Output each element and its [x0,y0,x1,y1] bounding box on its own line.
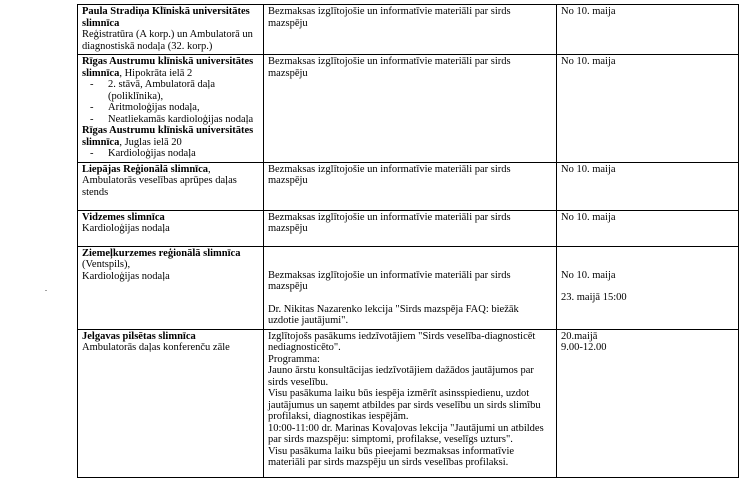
facility-name: Rīgas Austrumu klīniskā universitātes slimnīca [82,56,254,79]
activity-text: Visu pasākuma laiku būs iespēja izmērīt asinsspiedienu, uzdot jautājumus un saņemt atbildes par sirds veselību un sirds slimību profilaksi, diagnostikas iespējām. [268,388,541,422]
table-row [78,5,739,55]
facility-cell [78,246,264,329]
facility-location: Ambulatorās daļas konferenču zāle [82,342,230,353]
list-item: - 2. stāvā, Ambulatorā daļa (poliklīnika), [108,79,259,102]
activity-text: Bezmaksas izglītojošie un informatīvie materiāli par sirds mazspēju [268,6,511,29]
activity-text: Dr. Nikitas Nazarenko lekcija "Sirds mazspēja FAQ: biežāk uzdotie jautājumi". [268,303,519,326]
activity-text: Bezmaksas izglītojošie un informatīvie materiāli par sirds mazspēju [268,56,511,79]
activity-text: Bezmaksas izglītojošie un informatīvie materiāli par sirds mazspēju [268,211,511,234]
table-row [78,55,739,163]
date-text: No 10. maija [561,6,616,17]
activity-text: Izglītojošs pasākums iedzīvotājiem "Sirds veselība-diagnosticēt nediagnosticēto". [268,330,536,353]
facility-location: Reģistratūra (A korp.) un Ambulatorā un diagnostiskā nodaļa (32. korp.) [82,29,253,52]
date-text: No 10. maija [561,56,616,67]
date-cell [557,5,739,55]
events-table [77,4,739,478]
facility-cell [78,329,264,477]
activity-text: 10:00-11:00 dr. Marinas Kovaļovas lekcija "Jautājumi un atbildes par sirds mazspēju: simptomi, profilakse, veselīgs uzturs". [268,422,544,445]
facility-cell: Liepājas Reģionālā slimnīca, Ambulatorās veselības aprūpes daļas stends [78,162,264,210]
department-list [82,148,259,160]
activity-cell [264,162,557,210]
activity-cell [264,55,557,163]
facility-location: Ambulatorās veselības aprūpes daļas stends [82,175,237,198]
facility-cell [78,55,264,163]
facility-name: Jelgavas pilsētas slimnīca [82,330,196,342]
activity-cell [264,5,557,55]
facility-address: , Juglas ielā 20 [119,136,182,148]
facility-cell [78,5,264,55]
facility-location: Kardioloģijas nodaļa [82,270,170,282]
activity-text: Bezmaksas izglītojošie un informatīvie materiāli par sirds mazspēju [268,163,511,186]
facility-name: Paula Stradiņa Klīniskā universitātes slimnīca [82,6,250,29]
activity-text: Visu pasākuma laiku būs pieejami bezmaksas informatīvie materiāli par sirds mazspēju un sirds veselības profilaksi. [268,445,515,468]
list-item: - Aritmoloģijas nodaļa, [108,102,259,114]
date-cell [557,246,739,329]
date-cell [557,55,739,163]
date-text: No 10. maija [561,163,616,175]
activity-cell [264,210,557,246]
table-row [78,210,739,246]
list-item: - Neatliekamās kardioloģijas nodaļa [108,114,259,126]
activity-text: Programma: [268,353,320,365]
stray-mark: . [45,284,47,293]
date-text: No 10. maija [561,211,616,223]
activity-text: Bezmaksas izglītojošie un informatīvie materiāli par sirds mazspēju [268,269,511,292]
date-text: 23. maijā 15:00 [561,292,627,303]
facility-cell [78,210,264,246]
facility-name: Liepājas Reģionālā slimnīca [82,163,209,175]
facility-name: Ziemeļkurzemes reģionālā slimnīca [82,247,241,259]
facility-address: , Hipokrāta ielā 2 [119,67,193,79]
department-list [82,79,259,125]
activity-cell [264,246,557,329]
date-cell [557,210,739,246]
activity-cell [264,329,557,477]
date-text: 20.maijā [561,330,598,342]
table-row [78,162,739,210]
table-row [78,329,739,477]
activity-text: Jauno ārstu konsultācijas iedzīvotājiem dažādos jautājumos par sirds veselību. [268,365,534,388]
facility-name: Vidzemes slimnīca [82,211,165,223]
date-text: No 10. maija [561,269,616,281]
facility-location: (Ventspils), [82,259,131,270]
table-row [78,246,739,329]
facility-location: Kardioloģijas nodaļa [82,223,170,234]
date-cell [557,329,739,477]
list-item: - Kardioloģijas nodaļa [108,148,259,160]
date-cell [557,162,739,210]
facility-name: Rīgas Austrumu klīniskā universitātes slimnīca [82,125,254,148]
time-text: 9.00-12.00 [561,342,607,353]
